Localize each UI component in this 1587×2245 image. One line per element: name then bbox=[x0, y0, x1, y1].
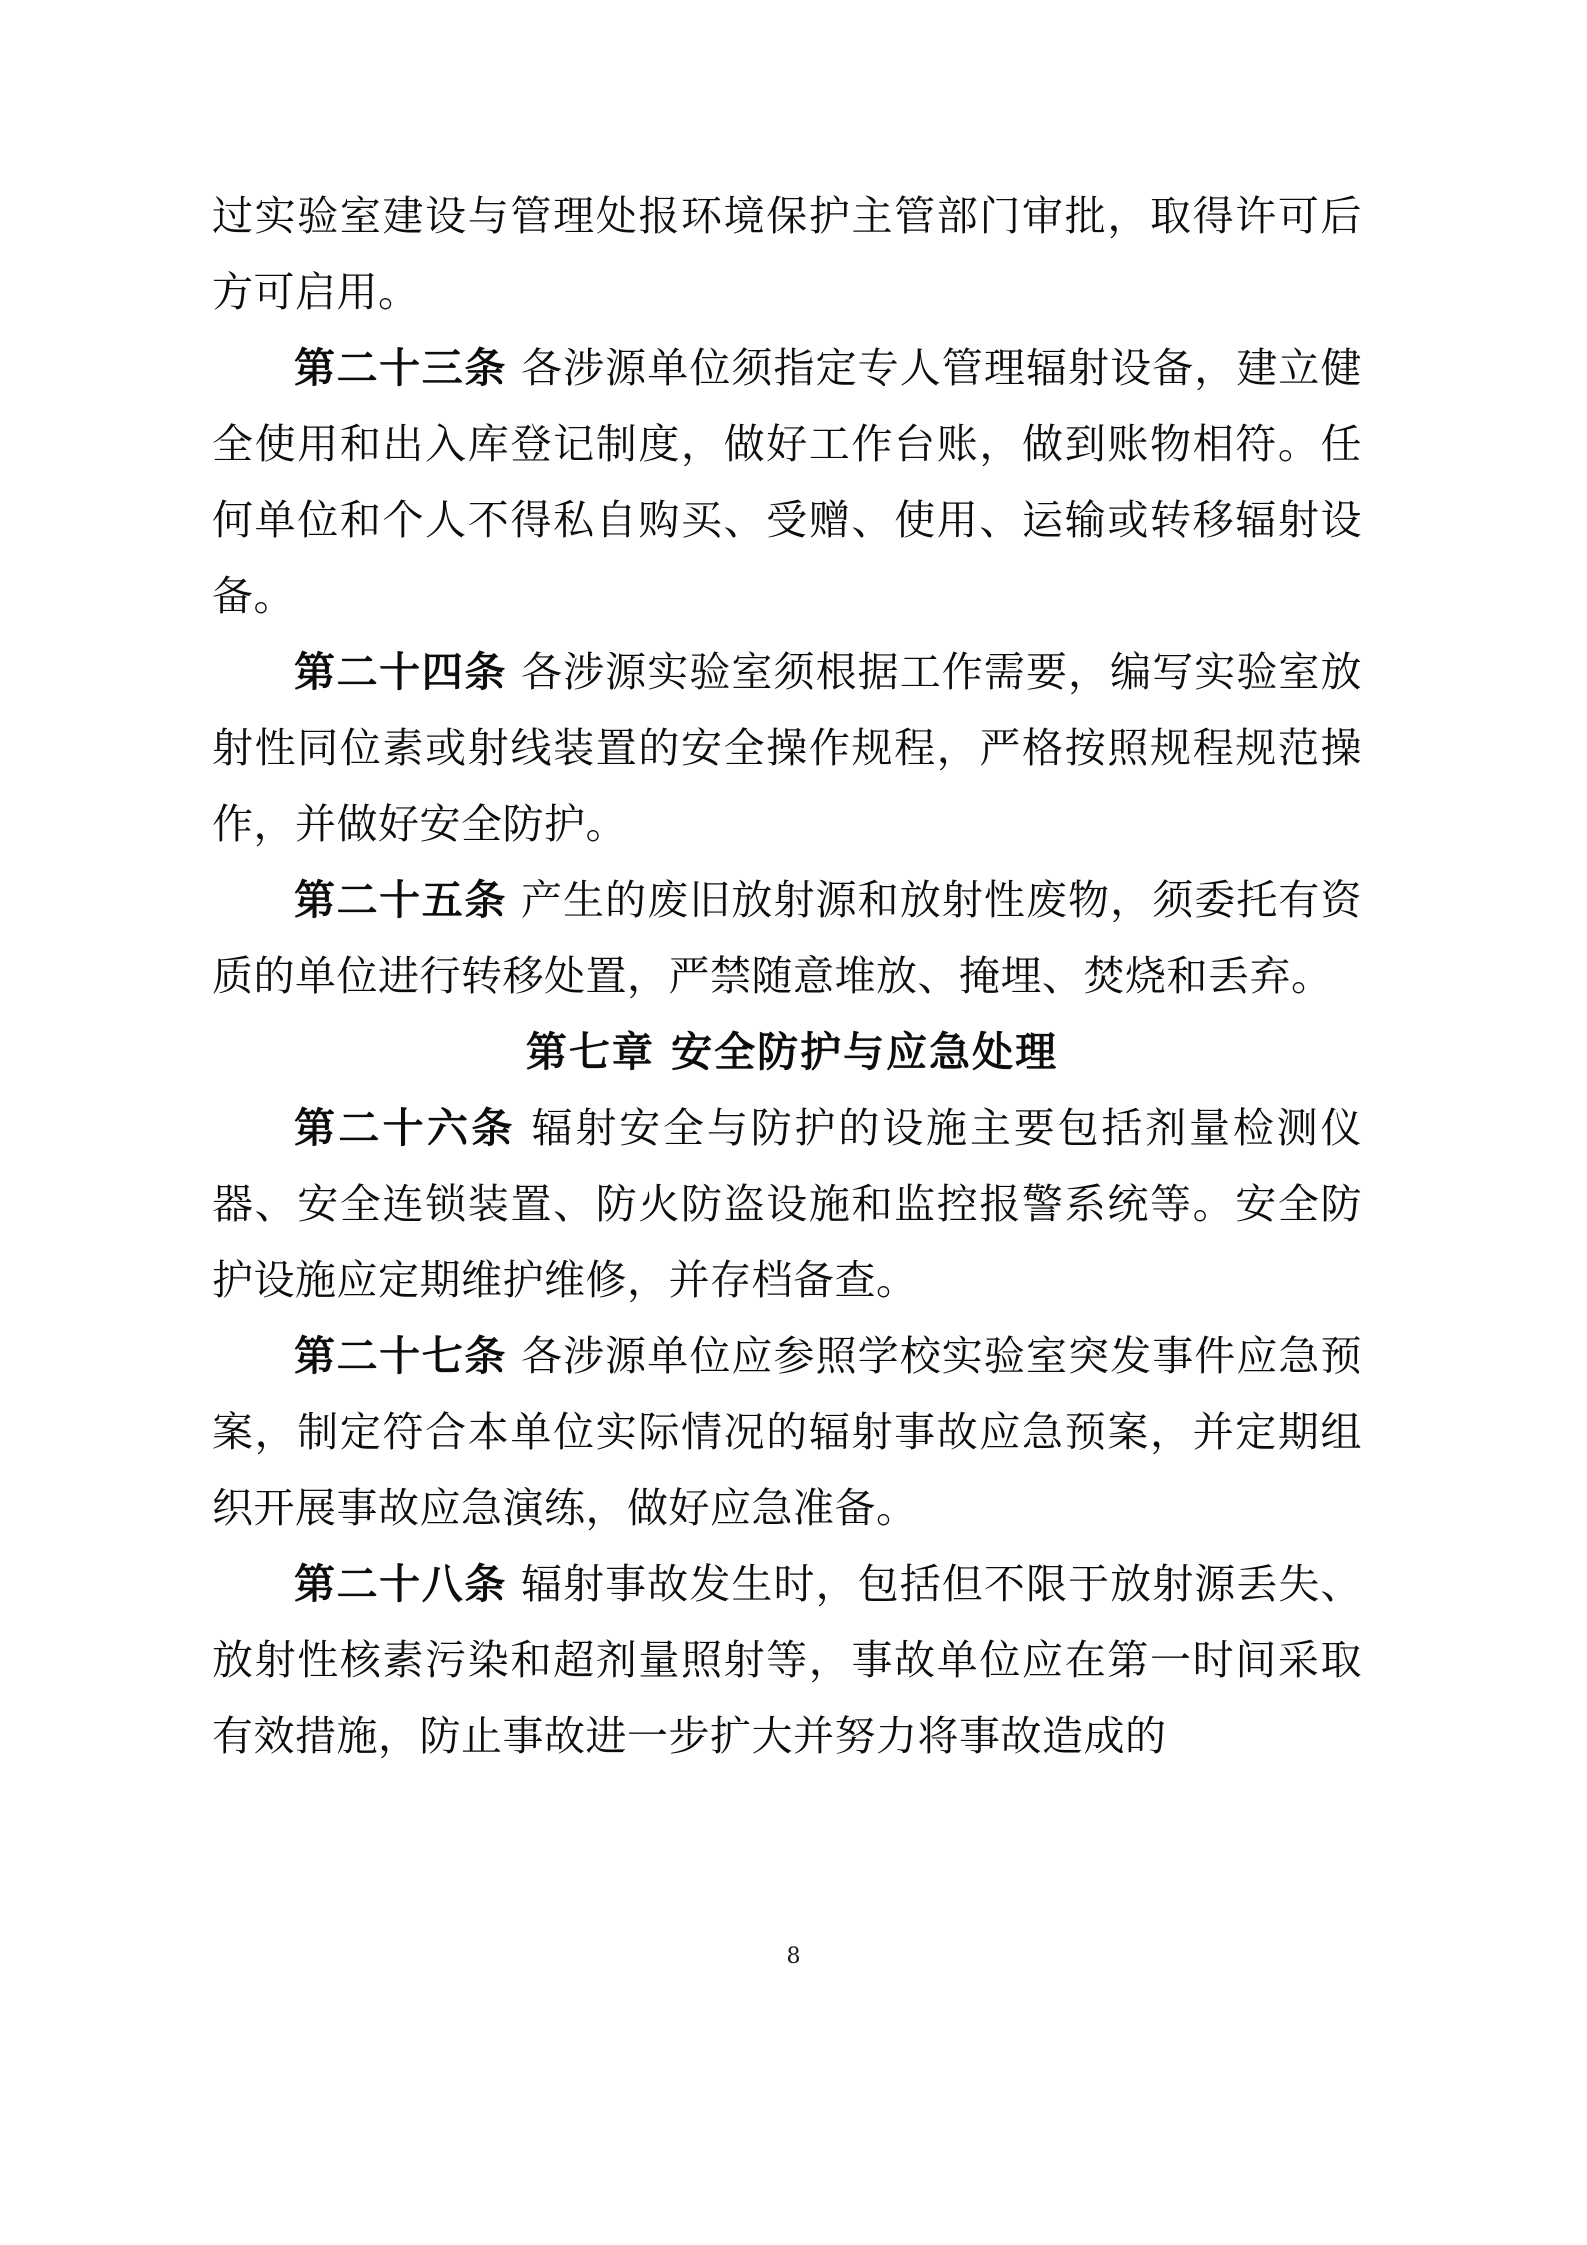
article-24-text: 各涉源实验室须根据工作需要，编写实验室放射性同位素或射线装置的安全操作规程，严格按照规程规范操作，并做好安全防护。 bbox=[212, 648, 1363, 848]
article-28 bbox=[212, 1546, 1362, 1774]
article-23-text: 各涉源单位须指定专人管理辐射设备，建立健全使用和出入库登记制度，做好工作台账，做到账物相符。任何单位和个人不得私自购买、受赠、使用、运输或转移辐射设备。 bbox=[212, 344, 1363, 620]
article-25-text: 产生的废旧放射源和放射性废物，须委托有资质的单位进行转移处置，严禁随意堆放、掩埋、焚烧和丢弃。 bbox=[212, 876, 1363, 1000]
article-26-label: 第二十六条 bbox=[294, 1104, 516, 1152]
article-26 bbox=[212, 1090, 1362, 1318]
article-27-text: 各涉源单位应参照学校实验室突发事件应急预案，制定符合本单位实际情况的辐射事故应急预案，并定期组织开展事故应急演练，做好应急准备。 bbox=[212, 1332, 1363, 1532]
article-23 bbox=[212, 330, 1362, 634]
article-24 bbox=[212, 634, 1362, 862]
page-body bbox=[212, 178, 1362, 1774]
article-28-label: 第二十八条 bbox=[294, 1560, 507, 1608]
article-23-label: 第二十三条 bbox=[294, 344, 507, 392]
chapter-heading-7: 第七章 安全防护与应急处理 bbox=[525, 1028, 1059, 1076]
article-24-label: 第二十四条 bbox=[294, 648, 507, 696]
article-26-text: 辐射安全与防护的设施主要包括剂量检测仪器、安全连锁装置、防火防盗设施和监控报警系统等。安全防护设施应定期维护维修，并存档备查。 bbox=[212, 1104, 1363, 1304]
article-28-text: 辐射事故发生时，包括但不限于放射源丢失、放射性核素污染和超剂量照射等，事故单位应在第一时间采取有效措施，防止事故进一步扩大并努力将事故造成的 bbox=[212, 1560, 1363, 1760]
article-25 bbox=[212, 862, 1362, 1014]
article-27-label: 第二十七条 bbox=[294, 1332, 507, 1380]
paragraph-continuation: 过实验室建设与管理处报环境保护主管部门审批，取得许可后方可启用。 bbox=[212, 192, 1362, 316]
article-25-label: 第二十五条 bbox=[294, 876, 507, 924]
article-27 bbox=[212, 1318, 1362, 1546]
page-number: 8 bbox=[786, 1944, 801, 1969]
